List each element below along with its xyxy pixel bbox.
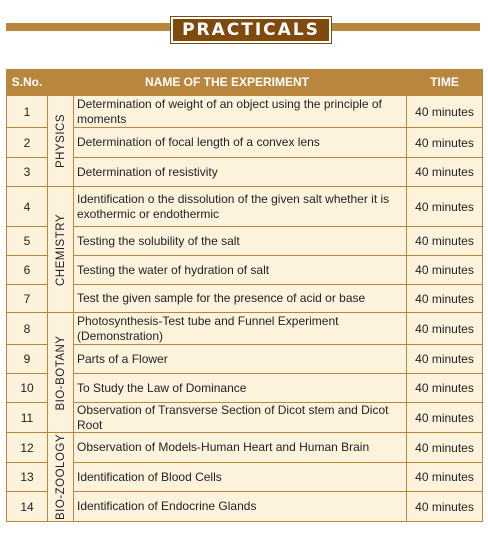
row-experiment: Testing the water of hydration of salt <box>74 256 407 285</box>
row-sno: 12 <box>7 433 48 463</box>
row-time: 40 minutes <box>407 227 483 256</box>
row-experiment: Test the given sample for the presence of acid or base <box>74 285 407 313</box>
row-sno: 13 <box>7 463 48 492</box>
row-sno: 4 <box>7 187 48 227</box>
row-experiment: Identification o the dissolution of the given salt whether it is exothermic or endothermic <box>74 187 407 227</box>
row-experiment: Observation of Models-Human Heart and Human Brain <box>74 433 407 463</box>
row-time: 40 minutes <box>407 463 483 492</box>
header-time: TIME <box>407 69 483 96</box>
table-row <box>7 463 483 492</box>
row-time: 40 minutes <box>407 345 483 374</box>
row-sno: 11 <box>7 403 48 433</box>
subject-cell-bio-zoology <box>48 433 74 522</box>
subject-cell-chemistry <box>48 187 74 313</box>
table-header-row <box>7 69 483 96</box>
subject-label: CHEMISTRY <box>54 213 67 286</box>
table-row <box>7 256 483 285</box>
table-row <box>7 374 483 403</box>
row-experiment: Observation of Transverse Section of Dicot stem and Dicot Root <box>74 403 407 433</box>
row-sno: 6 <box>7 256 48 285</box>
row-time: 40 minutes <box>407 403 483 433</box>
table-row <box>7 433 483 463</box>
practicals-table <box>6 69 483 522</box>
row-sno: 14 <box>7 492 48 522</box>
row-experiment: Testing the solubility of the salt <box>74 227 407 256</box>
row-sno: 5 <box>7 227 48 256</box>
row-experiment: Parts of a Flower <box>74 345 407 374</box>
table-row <box>7 313 483 345</box>
table-row <box>7 96 483 128</box>
row-sno: 1 <box>7 96 48 128</box>
row-sno: 7 <box>7 285 48 313</box>
row-experiment: Identification of Endocrine Glands <box>74 492 407 522</box>
row-experiment: Determination of weight of an object using the principle of moments <box>74 96 407 128</box>
row-sno: 8 <box>7 313 48 345</box>
page-title: PRACTICALS <box>171 17 331 43</box>
subject-label: PHYSICS <box>54 114 67 168</box>
header-name: NAME OF THE EXPERIMENT <box>48 69 407 96</box>
row-time: 40 minutes <box>407 374 483 403</box>
row-time: 40 minutes <box>407 492 483 522</box>
subject-label: BIO-BOTANY <box>54 334 67 411</box>
row-sno: 3 <box>7 158 48 187</box>
row-time: 40 minutes <box>407 433 483 463</box>
table-row <box>7 128 483 158</box>
row-time: 40 minutes <box>407 128 483 158</box>
table-row <box>7 187 483 227</box>
row-experiment: Photosynthesis-Test tube and Funnel Experiment (Demonstration) <box>74 313 407 345</box>
row-time: 40 minutes <box>407 313 483 345</box>
table-row <box>7 227 483 256</box>
row-sno: 9 <box>7 345 48 374</box>
header-sno: S.No. <box>7 69 48 96</box>
row-time: 40 minutes <box>407 187 483 227</box>
row-experiment: Determination of focal length of a convex lens <box>74 128 407 158</box>
row-experiment: Identification of Blood Cells <box>74 463 407 492</box>
subject-cell-bio-botany <box>48 313 74 433</box>
row-time: 40 minutes <box>407 256 483 285</box>
row-sno: 10 <box>7 374 48 403</box>
table-row <box>7 492 483 522</box>
row-time: 40 minutes <box>407 285 483 313</box>
row-time: 40 minutes <box>407 158 483 187</box>
row-time: 40 minutes <box>407 96 483 128</box>
subject-cell-physics <box>48 96 74 187</box>
row-experiment: To Study the Law of Dominance <box>74 374 407 403</box>
table-row <box>7 285 483 313</box>
row-experiment: Determination of resistivity <box>74 158 407 187</box>
table-row <box>7 158 483 187</box>
row-sno: 2 <box>7 128 48 158</box>
subject-label: BIO-ZOOLOGY <box>54 433 67 521</box>
table-row <box>7 345 483 374</box>
table-row <box>7 403 483 433</box>
